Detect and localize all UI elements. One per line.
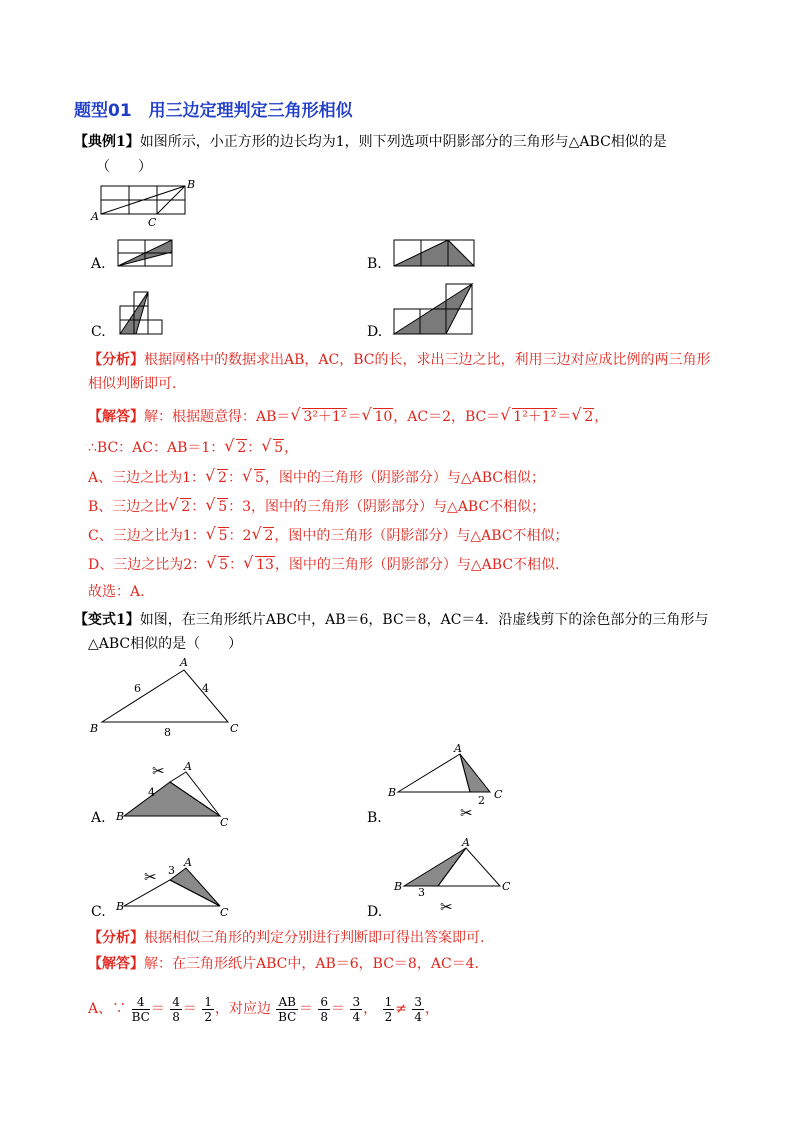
text-part: ＝ [150,1001,165,1017]
label-ac: 4 [202,682,209,695]
label-c: C [230,722,239,735]
variation1-question [74,610,708,630]
cut-length: 2 [478,794,485,807]
fraction: $\frac{6}{8}$ [320,994,329,1024]
variation1-tag: 【变式1】 [74,612,140,628]
text-part: ，图中的三角形（阴影部分）与△ABC不相似； [274,528,569,544]
text-part: ： [227,470,242,486]
label-b: B [90,722,99,735]
label-a: A [180,656,188,669]
variation1-question-text: 如图，在三角形纸片ABC中，AB＝6，BC＝8，AC＝4．沿虚线剪下的涂色部分的三角形与 [139,612,709,628]
label-c: C [502,880,511,893]
fraction: $\frac{AB}{BC}$ [278,994,297,1024]
sqrt-expr [205,468,228,488]
fraction: $\frac{4}{BC}$ [131,994,150,1024]
analysis-text: 根据相似三角形的判定分别进行判断即可得出答案即可. [144,930,485,946]
option-d-reasoning [88,555,559,575]
sqrt-expr [224,438,247,458]
sqrt-expr [242,468,265,488]
cut-length: 3 [168,864,175,877]
option-b-reasoning [88,497,545,517]
variation-option-b-figure [388,744,518,824]
text-part: D、三边之比为2： [88,557,207,573]
text-part: ， [363,1001,378,1017]
section-heading: 题型01 用三边定理判定三角形相似 [74,101,353,121]
text-part: ＝ [331,1001,346,1017]
text-part: ：2 [228,528,252,544]
text-part: A、三边之比为1： [88,470,206,486]
example1-choice: 故选：A. [88,584,145,600]
variation1-answer [88,954,489,974]
text-part: ，图中的三角形（阴影部分）与△ABC相似； [264,470,546,486]
variation1-question-line2: △ABC相似的是（ ） [88,636,243,652]
label-b: B [116,900,125,913]
sqrt-expr [206,526,229,546]
scissors-icon: ✂ [144,868,157,886]
cut-length: 4 [148,786,155,799]
text-part: ：3，图中的三角形（阴影部分）与△ABC不相似； [228,499,546,515]
analysis-line2: 相似判断即可. [88,376,177,392]
option-c-figure [116,290,166,336]
text-part: ： [229,557,244,573]
answer-tag: 【解答】 [88,409,144,425]
sqrt-expr [290,407,347,427]
label-bc: 8 [164,726,171,739]
text-part: ，图中的三角形（阴影部分）与△ABC不相似. [274,557,560,573]
text-part: A、∵ [88,1001,127,1017]
shaded-triangle [394,240,474,266]
option-d-label: D. [367,324,383,340]
label-a: A [454,742,462,755]
ratio-line [88,438,298,458]
scissors-icon: ✂ [460,804,473,822]
label-b: B [394,880,403,893]
fraction: $\frac{4}{8}$ [172,994,180,1024]
text-part: ： [247,440,262,456]
text-part: ： [191,499,206,515]
sqrt-radicand: 2 [264,528,274,544]
sqrt-expr [571,407,594,427]
analysis-tag: 【分析】 [88,352,144,368]
sqrt-radicand: 2 [181,499,191,515]
answer-text-part: ＝ [347,409,362,425]
text-part: ， [284,440,299,456]
label-c: C [220,906,229,919]
text-part: ＝ [298,1001,313,1017]
sqrt-radicand: 13 [256,557,274,573]
label-b: B [187,178,196,191]
text-part: ≠ [395,1001,407,1017]
answer-text-part: ，AC＝2，BC＝ [393,409,501,425]
scissors-icon: ✂ [440,898,453,916]
sqrt-radicand: 2 [218,470,227,486]
sqrt-expr [500,407,557,427]
text-part: ，对应边 [215,1001,271,1017]
label-c: C [220,816,229,829]
label-c: C [494,788,503,801]
text-part: ∴BC：AC：AB＝1： [88,440,225,456]
label-c: C [148,216,157,229]
sqrt-expr [361,407,393,427]
variation1-analysis [88,928,484,948]
sqrt-radicand: 5 [218,528,228,544]
answer-text-part: ＝ [557,409,572,425]
scissors-icon: ✂ [152,762,165,780]
label-a: A [91,210,99,223]
option-c-label: C. [91,324,106,340]
sqrt-radicand: 5 [274,440,284,456]
sqrt-radicand: 1²＋1² [513,409,557,425]
variation1-triangle-figure [88,656,248,738]
sqrt-expr [261,438,284,458]
variation-option-b-label: B. [367,810,382,826]
example1-analysis [88,350,710,370]
option-a-figure [116,238,176,268]
option-d-figure [392,282,476,336]
example1-tag: 【典例1】 [74,134,140,150]
text-part: ， [425,1001,440,1017]
text-part: B、三边之比 [88,499,169,515]
answer-text-part: 解：根据题意得：AB＝ [144,409,291,425]
label-b: B [116,810,125,823]
variation-option-c-figure [114,856,244,922]
example1-paren: （ ） [96,159,152,175]
sqrt-radicand: 5 [218,499,228,515]
analysis-tag: 【分析】 [88,930,144,946]
sqrt-expr [206,555,229,575]
variation-option-a-figure [114,760,244,829]
fraction: $\frac{3}{4}$ [414,994,423,1024]
label-a: A [184,760,192,773]
example1-question [74,132,667,152]
text-part: C、三边之比为1： [88,528,206,544]
example1-answer-line1 [88,407,608,427]
option-b-label: B. [367,256,382,272]
answer-tag: 【解答】 [88,956,144,972]
answer-text: 解：在三角形纸片ABC中，AB＝6，BC＝8，AC＝4． [144,956,489,972]
label-b: B [388,786,397,799]
fraction: $\frac{1}{2}$ [204,994,212,1024]
option-a-reasoning [88,468,545,488]
sqrt-radicand: 3²＋1² [303,409,347,425]
option-a-label: A. [91,256,106,272]
sqrt-radicand: 2 [584,409,594,425]
variation-option-c-label: C. [91,904,106,920]
fraction: $\frac{1}{2}$ [384,994,393,1024]
example1-question-text: 如图所示，小正方形的边长均为1，则下列选项中阴影部分的三角形与△ABC相似的是 [139,134,667,150]
sqrt-expr [251,526,274,546]
variation-option-d-label: D. [367,904,383,920]
cut-length: 3 [418,886,425,899]
label-a: A [184,856,192,869]
variation1-option-a-reasoning [88,992,439,1026]
option-b-figure [392,238,480,268]
sqrt-expr [205,497,228,517]
sqrt-radicand: 5 [219,557,229,573]
sqrt-radicand: 10 [374,409,393,425]
sqrt-radicand: 2 [237,440,247,456]
variation-option-d-figure [392,838,522,918]
variation-option-a-label: A. [91,810,106,826]
text-part: ＝ [182,1001,197,1017]
label-ab: 6 [134,682,141,695]
sqrt-expr [168,497,191,517]
analysis-line1: 根据网格中的数据求出AB，AC，BC的长，求出三边之比，利用三边对应成比例的两三角形 [144,352,711,368]
sqrt-expr [243,555,275,575]
answer-text-part: ， [594,409,609,425]
label-a: A [462,836,470,849]
option-c-reasoning [88,526,569,546]
sqrt-radicand: 5 [254,470,264,486]
example1-grid-figure [90,180,200,232]
fraction: $\frac{3}{4}$ [352,994,361,1024]
